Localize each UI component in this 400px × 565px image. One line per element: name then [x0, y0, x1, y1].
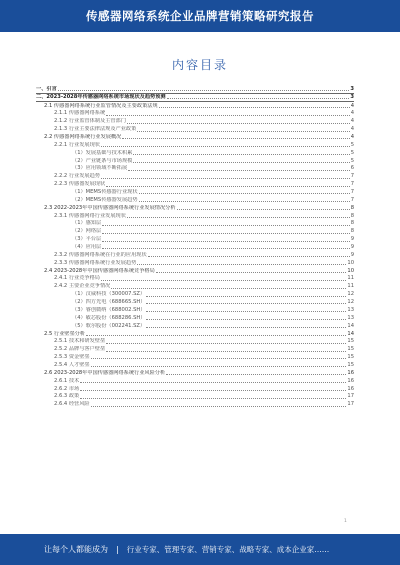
toc-entry-label: 2.3.3 传感器网络系统行业发展趋势: [54, 259, 137, 266]
toc-leader-dots: [148, 256, 350, 257]
toc-entry-label: 2.6.1 技术: [54, 377, 80, 384]
toc-entry-page: 16: [347, 385, 354, 392]
toc-entry-page: 7: [350, 181, 354, 188]
toc-leader-dots: [139, 201, 350, 202]
toc-entry-page: 3: [350, 86, 354, 92]
toc-entry-page: 11: [347, 275, 354, 282]
toc-entry[interactable]: [36, 298, 354, 306]
toc-entry[interactable]: [36, 133, 354, 141]
toc-leader-dots: [80, 390, 346, 391]
toc-entry-label: 2.3.2 传感器网络系统在行业的应用现状: [54, 251, 147, 258]
toc-leader-dots: [111, 288, 346, 289]
toc-entry-page: 8: [350, 220, 354, 227]
toc-entry-page: 4: [350, 110, 354, 117]
toc-entry[interactable]: [36, 369, 354, 377]
toc-entry-page: 13: [347, 306, 354, 313]
toc-entry[interactable]: [36, 267, 354, 275]
toc-entry[interactable]: [36, 94, 354, 102]
toc-entry-label: 2.2.3 传感器发展现状: [54, 181, 106, 188]
toc-entry-label: 2.1.3 行业主要法律法规及产业政策: [54, 126, 137, 133]
toc-entry-page: 14: [347, 330, 354, 337]
toc-entry[interactable]: [36, 400, 354, 408]
toc-entry[interactable]: [36, 235, 354, 243]
toc-entry[interactable]: [36, 322, 354, 330]
toc-leader-dots: [146, 319, 346, 320]
toc-entry[interactable]: [36, 259, 354, 267]
toc-entry-label: （4）应用层: [72, 244, 102, 251]
toc-leader-dots: [177, 209, 350, 210]
toc-entry-label: 2.5.1 技术和研发壁垒: [54, 338, 106, 345]
toc-entry-page: 11: [347, 283, 354, 290]
toc-leader-dots: [137, 264, 346, 265]
toc-leader-dots: [91, 358, 347, 359]
toc-entry[interactable]: [36, 86, 354, 94]
toc-leader-dots: [167, 98, 350, 99]
toc-entry-page: 15: [347, 338, 354, 345]
toc-leader-dots: [137, 131, 349, 132]
toc-entry[interactable]: [36, 361, 354, 369]
toc-entry[interactable]: [36, 338, 354, 346]
toc-leader-dots: [102, 248, 349, 249]
toc-entry[interactable]: [36, 275, 354, 283]
toc-entry-label: （5）歌尔股份（002241.SZ）: [72, 322, 146, 329]
toc-leader-dots: [80, 382, 346, 383]
toc-entry-label: 2.6.3 政策: [54, 393, 80, 400]
toc-leader-dots: [127, 217, 350, 218]
toc-leader-dots: [91, 366, 347, 367]
toc-entry[interactable]: [36, 110, 354, 118]
toc-entry-page: 15: [347, 354, 354, 361]
toc-entry-page: 9: [350, 251, 354, 258]
toc-entry-label: （1）感知层: [72, 220, 102, 227]
toc-entry[interactable]: [36, 243, 354, 251]
toc-entry-page: 8: [350, 204, 354, 211]
toc-entry-label: （3）睿创微纳（688002.SH）: [72, 306, 146, 313]
toc-leader-dots: [139, 193, 350, 194]
toc-entry-page: 16: [347, 369, 354, 376]
toc-entry-label: 2.4.2 主要企业竞争情况: [54, 283, 111, 290]
page-number: 1: [344, 519, 347, 524]
toc-entry-page: 4: [350, 134, 354, 141]
toc-entry[interactable]: [36, 125, 354, 133]
toc-leader-dots: [102, 233, 349, 234]
toc-entry-page: 5: [350, 157, 354, 164]
toc-leader-dots: [156, 272, 347, 273]
toc-entry-page: 7: [350, 189, 354, 196]
toc-entry-label: 2.5 行业壁垒分析: [44, 330, 86, 337]
toc-entry-page: 12: [347, 291, 354, 298]
toc-entry[interactable]: [36, 393, 354, 401]
toc-leader-dots: [146, 296, 346, 297]
toc-leader-dots: [146, 311, 346, 312]
footer-bar: [0, 534, 400, 565]
toc-entry-page: 4: [350, 126, 354, 133]
toc-entry-label: 2.6.2 市场: [54, 385, 80, 392]
toc-leader-dots: [146, 327, 346, 328]
toc-leader-dots: [133, 154, 349, 155]
toc-leader-dots: [101, 280, 346, 281]
toc-entry-label: （3）平台层: [72, 236, 102, 243]
toc-heading: 内容目录: [171, 58, 228, 72]
toc-entry[interactable]: [36, 385, 354, 393]
toc-entry-page: 6: [350, 165, 354, 172]
toc-entry-label: 2.2.2 行业发展趋势: [54, 173, 100, 180]
toc-leader-dots: [159, 107, 350, 108]
toc-entry-page: 17: [347, 401, 354, 408]
toc-entry-page: 9: [350, 244, 354, 251]
toc-leader-dots: [128, 170, 350, 171]
toc-entry[interactable]: [36, 180, 354, 188]
toc-entry-page: 12: [347, 299, 354, 306]
header-bar: [0, 0, 400, 32]
toc-entry-label: 2.1.1 传感器网络系统: [54, 110, 106, 117]
toc-entry-label: 2.1 传感器网络系统行业监管情况及主要政策法规: [44, 102, 158, 109]
toc-entry-label: （1）发展基础与技术积累: [72, 149, 133, 156]
toc-entry[interactable]: [36, 290, 354, 298]
table-of-contents: [36, 86, 354, 408]
toc-entry[interactable]: [36, 212, 354, 220]
toc-entry[interactable]: [36, 165, 354, 173]
toc-leader-dots: [106, 115, 350, 116]
toc-entry[interactable]: [36, 330, 354, 338]
toc-entry[interactable]: [36, 149, 354, 157]
toc-leader-dots: [80, 398, 346, 399]
toc-leader-dots: [106, 343, 346, 344]
toc-entry-label: 2.3 2022-2023年中国传感器网络系统行业发展情况分析: [44, 204, 176, 211]
toc-entry[interactable]: [36, 196, 354, 204]
toc-entry-label: 2.5.4 人才壁垒: [54, 361, 90, 368]
toc-entry-label: （1）汉威科技（300007.SZ）: [72, 291, 146, 298]
toc-entry[interactable]: [36, 117, 354, 125]
toc-entry-label: 2.2.1 行业发展现状: [54, 141, 100, 148]
toc-entry-page: 5: [350, 149, 354, 156]
toc-entry[interactable]: [36, 204, 354, 212]
toc-entry[interactable]: [36, 188, 354, 196]
toc-entry-page: 10: [347, 267, 354, 274]
toc-entry-page: 7: [350, 173, 354, 180]
toc-entry-label: （4）敏芯股份（688286.SH）: [72, 314, 146, 321]
footer-separator: |: [116, 545, 119, 554]
toc-leader-dots: [166, 374, 346, 375]
toc-leader-dots: [133, 162, 349, 163]
toc-entry-page: 13: [347, 314, 354, 321]
toc-leader-dots: [101, 146, 350, 147]
toc-entry[interactable]: [36, 157, 354, 165]
toc-entry-page: 8: [350, 228, 354, 235]
toc-entry-label: 2.4 2023-2028年中国传感器网络系统竞争格局: [44, 267, 155, 274]
toc-entry-label: 2.1.2 行业监管体制及主管部门: [54, 118, 126, 125]
toc-leader-dots: [58, 90, 350, 91]
toc-entry-label: 2.2 传感器网络系统行业发展概况: [44, 134, 122, 141]
toc-entry[interactable]: [36, 172, 354, 180]
toc-leader-dots: [102, 241, 349, 242]
toc-entry-label: 2.5.3 资金壁垒: [54, 354, 90, 361]
toc-entry[interactable]: [36, 377, 354, 385]
toc-entry[interactable]: [36, 353, 354, 361]
toc-entry-page: 15: [347, 361, 354, 368]
toc-entry[interactable]: [36, 102, 354, 110]
toc-entry[interactable]: [36, 227, 354, 235]
toc-entry-label: （2）MEMS传感器发展趋势: [72, 196, 138, 203]
toc-entry-label: 2.3.1 传感器网络行业发展现状: [54, 212, 126, 219]
toc-entry-page: 10: [347, 259, 354, 266]
toc-entry-label: 2.6 2023-2028年中国传感器网络系统行业风险分析: [44, 369, 166, 376]
toc-leader-dots: [146, 303, 346, 304]
toc-entry-label: （2）产业链条与市场规模: [72, 157, 133, 164]
toc-entry-page: 8: [350, 212, 354, 219]
toc-entry-label: （2）网络层: [72, 228, 102, 235]
toc-entry-page: 14: [347, 322, 354, 329]
toc-entry-page: 4: [350, 118, 354, 125]
footer-slogan: 让每个人都能成为: [44, 545, 108, 554]
toc-entry[interactable]: [36, 282, 354, 290]
toc-entry-label: （1）MEMS传感器行业现状: [72, 189, 138, 196]
toc-leader-dots: [127, 123, 350, 124]
toc-entry-page: 3: [350, 93, 354, 100]
toc-entry-page: 16: [347, 377, 354, 384]
toc-entry[interactable]: [36, 141, 354, 149]
toc-entry-page: 17: [347, 393, 354, 400]
toc-entry-label: （2）四方光电（688665.SH）: [72, 299, 146, 306]
toc-entry[interactable]: [36, 251, 354, 259]
toc-entry-label: 2.4.1 行业竞争格局: [54, 275, 100, 282]
toc-entry-label: 2.6.4 经营风险: [54, 401, 90, 408]
toc-leader-dots: [122, 138, 349, 139]
toc-entry-page: 5: [350, 141, 354, 148]
toc-leader-dots: [86, 335, 346, 336]
toc-entry-page: 4: [350, 102, 354, 109]
toc-entry[interactable]: [36, 220, 354, 228]
toc-leader-dots: [106, 351, 346, 352]
toc-entry[interactable]: [36, 306, 354, 314]
footer-experts: 行业专家、管理专家、营销专家、战略专家、成本企业家……: [126, 545, 330, 554]
toc-entry-label: 一、引言: [36, 86, 57, 92]
toc-leader-dots: [91, 406, 347, 407]
toc-entry[interactable]: [36, 345, 354, 353]
toc-entry[interactable]: [36, 314, 354, 322]
toc-entry-page: 7: [350, 196, 354, 203]
toc-entry-label: 2.5.2 品牌与客户壁垒: [54, 346, 106, 353]
toc-leader-dots: [101, 178, 350, 179]
toc-entry-page: 9: [350, 236, 354, 243]
toc-entry-page: 15: [347, 346, 354, 353]
toc-leader-dots: [102, 225, 349, 226]
toc-entry-label: （3）应用领域不断拓展: [72, 165, 128, 172]
report-title: 传感器网络系统企业品牌营销策略研究报告: [86, 9, 314, 23]
toc-leader-dots: [106, 186, 350, 187]
toc-entry-label: 二、2023-2028年传感器网络系统市场现状及趋势预测: [36, 93, 166, 100]
